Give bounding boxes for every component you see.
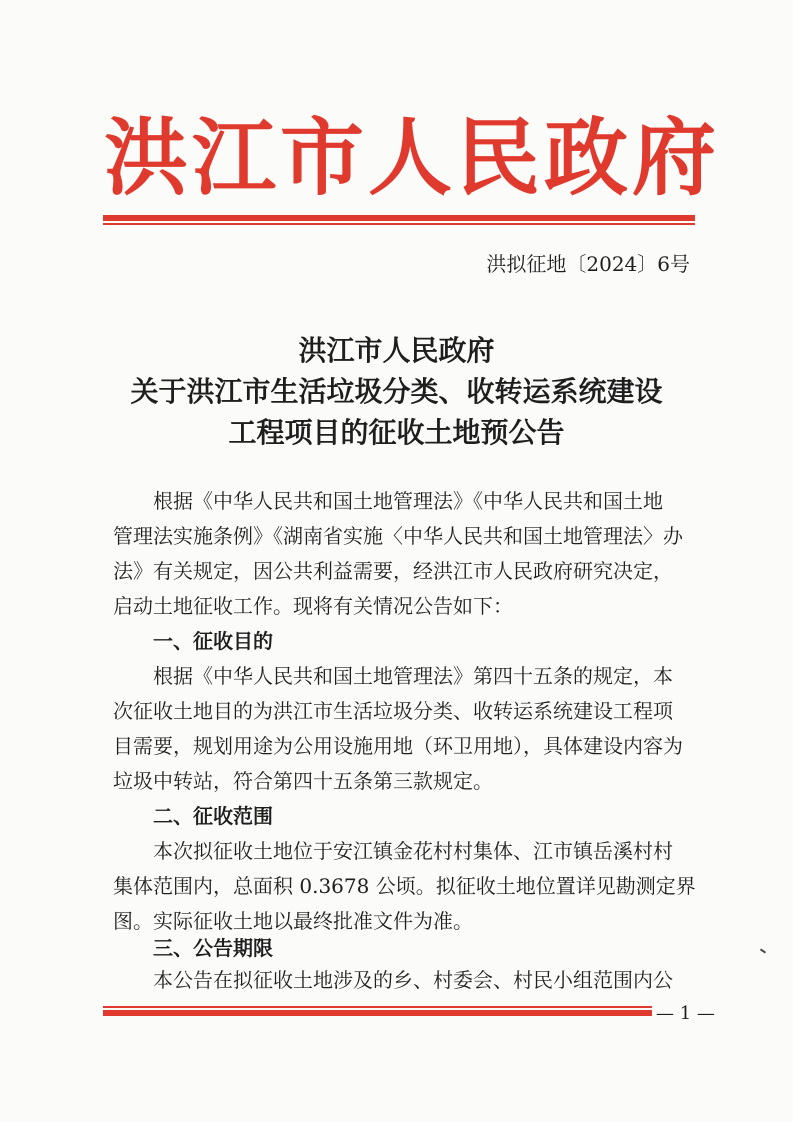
masthead-red-rule (103, 215, 695, 221)
section-2-heading: 二、征收范围 (153, 804, 273, 828)
page-number: — 1 — (652, 1003, 719, 1025)
title-line-1: 洪江市人民政府 (298, 334, 495, 367)
section-1-line-2: 次征收土地目的为洪江市生活垃圾分类、收转运系统建设工程项 (113, 699, 673, 723)
footer-red-rule (103, 1010, 695, 1016)
section-1-line-3: 目需要，规划用途为公用设施用地（环卫用地），具体建设内容为 (113, 734, 683, 758)
section-3-line-1: 本公告在拟征收土地涉及的乡、村委会、村民小组范围内公 (153, 968, 673, 992)
section-2-line-1: 本次拟征收土地位于安江镇金花村村集体、江市镇岳溪村村 (153, 839, 673, 863)
section-2-line-2: 集体范围内，总面积 0.3678 公顷。拟征收土地位置详见勘测定界 (113, 874, 696, 898)
footer-red-rule-thin (103, 1006, 695, 1008)
section-1-line-4: 垃圾中转站，符合第四十五条第三款规定。 (113, 769, 493, 793)
intro-line-3: 法》有关规定，因公共利益需要，经洪江市人民政府研究决定， (113, 559, 673, 583)
title-line-2: 关于洪江市生活垃圾分类、收转运系统建设 (130, 375, 663, 408)
masthead-red-rule-thin (103, 223, 695, 225)
scan-mark (760, 948, 766, 953)
section-1-heading: 一、征收目的 (153, 629, 273, 653)
section-2-line-3: 图。实际征收土地以最终批准文件为准。 (113, 909, 473, 933)
section-1-line-1: 根据《中华人民共和国土地管理法》第四十五条的规定，本 (153, 664, 673, 688)
masthead-title: 洪江市人民政府 (104, 109, 721, 207)
intro-line-4: 启动土地征收工作。现将有关情况公告如下： (113, 594, 513, 618)
section-3-heading: 三、公告期限 (153, 936, 273, 960)
intro-line-1: 根据《中华人民共和国土地管理法》《中华人民共和国土地 (153, 489, 663, 513)
document-number: 洪拟征地〔2024〕6号 (486, 252, 690, 276)
title-line-3: 工程项目的征收土地预公告 (228, 416, 565, 449)
intro-line-2: 管理法实施条例》《湖南省实施〈中华人民共和国土地管理法〉办 (113, 524, 683, 548)
